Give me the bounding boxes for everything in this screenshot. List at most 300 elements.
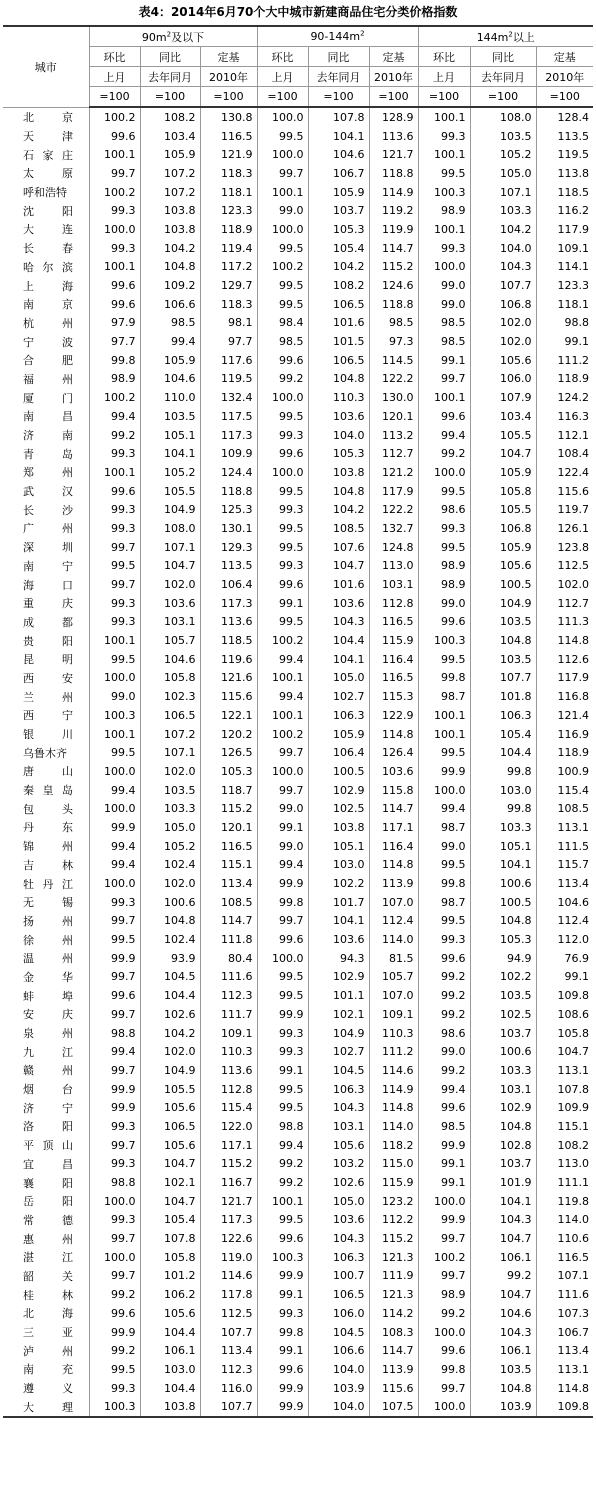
table-row xyxy=(3,837,593,856)
index-value: 114.1 xyxy=(536,258,593,277)
index-value: 99.6 xyxy=(257,444,308,463)
city-name xyxy=(3,1267,89,1286)
index-value: 102.4 xyxy=(140,856,200,875)
index-value: 103.5 xyxy=(470,613,536,632)
index-value: 106.7 xyxy=(308,164,369,183)
index-value: 111.7 xyxy=(200,1005,257,1024)
index-value: 99.7 xyxy=(89,1005,140,1024)
index-value: 114.5 xyxy=(369,351,418,370)
index-value: 118.8 xyxy=(369,164,418,183)
index-value: 99.7 xyxy=(89,1229,140,1248)
index-value: 102.7 xyxy=(308,1042,369,1061)
index-value: 99.7 xyxy=(89,1061,140,1080)
header-yoy: 同比 xyxy=(140,47,200,67)
index-value: 117.3 xyxy=(200,1211,257,1230)
index-value: 99.6 xyxy=(89,276,140,295)
table-row xyxy=(3,1173,593,1192)
city-label: 金 华 xyxy=(23,970,73,984)
index-value: 115.8 xyxy=(369,781,418,800)
index-value: 105.9 xyxy=(140,351,200,370)
table-row xyxy=(3,239,593,258)
index-value: 104.1 xyxy=(470,1192,536,1211)
index-value: 105.5 xyxy=(140,1080,200,1099)
table-row xyxy=(3,613,593,632)
index-value: 105.1 xyxy=(140,426,200,445)
city-name xyxy=(3,781,89,800)
index-value: 105.9 xyxy=(140,145,200,164)
index-value: 114.6 xyxy=(200,1267,257,1286)
index-value: 102.6 xyxy=(140,1005,200,1024)
index-value: 97.7 xyxy=(200,332,257,351)
index-value: 117.9 xyxy=(369,482,418,501)
city-label: 九 江 xyxy=(23,1045,73,1059)
index-value: 103.5 xyxy=(140,781,200,800)
index-value: 112.1 xyxy=(536,426,593,445)
index-value: 104.6 xyxy=(308,145,369,164)
index-value: 103.7 xyxy=(470,1024,536,1043)
index-value: 100.1 xyxy=(418,725,470,744)
city-name xyxy=(3,295,89,314)
index-value: 118.8 xyxy=(369,295,418,314)
city-name xyxy=(3,613,89,632)
index-value: 116.7 xyxy=(200,1173,257,1192)
index-value: 104.3 xyxy=(308,1229,369,1248)
index-value: 132.7 xyxy=(369,519,418,538)
index-value: 121.7 xyxy=(369,145,418,164)
index-value: 99.5 xyxy=(257,482,308,501)
index-value: 118.5 xyxy=(200,631,257,650)
index-value: 107.3 xyxy=(536,1304,593,1323)
index-value: 107.1 xyxy=(536,1267,593,1286)
index-value: 99.5 xyxy=(257,1080,308,1099)
index-value: 99.4 xyxy=(257,650,308,669)
index-value: 102.5 xyxy=(470,1005,536,1024)
index-value: 108.4 xyxy=(536,444,593,463)
index-value: 109.9 xyxy=(200,444,257,463)
index-value: 100.0 xyxy=(257,107,308,127)
index-value: 102.1 xyxy=(308,1005,369,1024)
index-value: 106.0 xyxy=(470,370,536,389)
index-value: 105.4 xyxy=(140,1211,200,1230)
table-row xyxy=(3,1397,593,1417)
header-mom: 环比 xyxy=(89,47,140,67)
index-value: 76.9 xyxy=(536,949,593,968)
index-value: 107.0 xyxy=(369,986,418,1005)
table-row xyxy=(3,1211,593,1230)
index-value: 99.7 xyxy=(418,1229,470,1248)
index-value: 100.0 xyxy=(418,463,470,482)
table-row xyxy=(3,557,593,576)
index-value: 117.8 xyxy=(200,1285,257,1304)
index-value: 116.8 xyxy=(536,687,593,706)
index-value: 99.4 xyxy=(89,1042,140,1061)
index-value: 99.1 xyxy=(257,1341,308,1360)
city-label: 南 昌 xyxy=(23,410,73,424)
index-value: 99.5 xyxy=(89,930,140,949)
index-value: 115.0 xyxy=(369,1155,418,1174)
index-value: 99.4 xyxy=(89,781,140,800)
index-value: 109.8 xyxy=(536,986,593,1005)
index-value: 99.9 xyxy=(418,762,470,781)
index-value: 100.5 xyxy=(470,893,536,912)
index-value: 106.4 xyxy=(200,575,257,594)
table-row xyxy=(3,314,593,333)
table-row xyxy=(3,183,593,202)
index-value: 104.7 xyxy=(470,444,536,463)
index-value: 99.3 xyxy=(89,613,140,632)
city-label: 大 理 xyxy=(23,1400,73,1414)
index-value: 99.5 xyxy=(418,482,470,501)
index-value: 117.1 xyxy=(369,818,418,837)
city-label: 银 川 xyxy=(23,728,73,742)
index-value: 118.9 xyxy=(536,743,593,762)
index-value: 99.7 xyxy=(418,1379,470,1398)
city-name xyxy=(3,874,89,893)
index-value: 104.4 xyxy=(140,986,200,1005)
index-value: 98.8 xyxy=(89,1173,140,1192)
index-value: 99.0 xyxy=(257,837,308,856)
city-name xyxy=(3,725,89,744)
index-value: 107.1 xyxy=(470,183,536,202)
index-value: 130.1 xyxy=(200,519,257,538)
index-value: 105.3 xyxy=(308,220,369,239)
index-value: 104.1 xyxy=(470,856,536,875)
index-value: 107.2 xyxy=(140,183,200,202)
table-row xyxy=(3,107,593,127)
city-name xyxy=(3,239,89,258)
city-name xyxy=(3,1061,89,1080)
city-name xyxy=(3,1005,89,1024)
index-value: 123.3 xyxy=(536,276,593,295)
city-name xyxy=(3,276,89,295)
city-name xyxy=(3,856,89,875)
index-value: 104.9 xyxy=(140,500,200,519)
city-name xyxy=(3,1379,89,1398)
city-label: 宜 昌 xyxy=(23,1157,73,1171)
city-label: 丹 东 xyxy=(23,821,73,835)
index-value: 100.0 xyxy=(257,949,308,968)
index-value: 104.8 xyxy=(470,912,536,931)
index-value: 113.1 xyxy=(536,1360,593,1379)
index-value: 99.0 xyxy=(89,687,140,706)
index-value: 123.3 xyxy=(200,201,257,220)
index-value: 98.4 xyxy=(257,314,308,333)
index-value: 101.7 xyxy=(308,893,369,912)
table-row xyxy=(3,1229,593,1248)
table-row xyxy=(3,856,593,875)
index-value: 113.6 xyxy=(369,127,418,146)
index-value: 100.2 xyxy=(89,107,140,127)
index-value: 112.5 xyxy=(536,557,593,576)
index-value: 115.9 xyxy=(369,1173,418,1192)
index-value: 99.4 xyxy=(418,799,470,818)
table-row xyxy=(3,968,593,987)
index-value: 105.4 xyxy=(308,239,369,258)
header-last-month: 上月 xyxy=(418,67,470,87)
index-value: 81.5 xyxy=(369,949,418,968)
city-label: 徐 州 xyxy=(23,933,73,947)
group-header-small: $90m^2$及以下 xyxy=(89,26,257,47)
table-row xyxy=(3,1061,593,1080)
index-value: 107.2 xyxy=(140,164,200,183)
city-label: 呼 和 浩 特 xyxy=(23,186,67,200)
index-value: 107.6 xyxy=(308,538,369,557)
index-value: 114.7 xyxy=(369,1341,418,1360)
index-value: 103.5 xyxy=(470,127,536,146)
header-base-100: =100 xyxy=(536,87,593,108)
index-value: 104.8 xyxy=(308,370,369,389)
index-value: 98.7 xyxy=(418,818,470,837)
index-value: 123.8 xyxy=(536,538,593,557)
index-value: 104.7 xyxy=(470,1285,536,1304)
index-value: 99.4 xyxy=(257,1136,308,1155)
index-value: 108.0 xyxy=(470,107,536,127)
index-value: 99.7 xyxy=(257,164,308,183)
city-label: 包 头 xyxy=(23,802,73,816)
index-value: 99.7 xyxy=(89,575,140,594)
index-value: 104.6 xyxy=(140,650,200,669)
price-index-table xyxy=(3,25,593,1418)
city-name xyxy=(3,332,89,351)
index-value: 99.6 xyxy=(257,1360,308,1379)
index-value: 128.9 xyxy=(369,107,418,127)
index-value: 99.6 xyxy=(257,351,308,370)
city-name xyxy=(3,370,89,389)
city-name xyxy=(3,201,89,220)
index-value: 99.1 xyxy=(418,1173,470,1192)
index-value: 113.6 xyxy=(200,1061,257,1080)
index-value: 98.1 xyxy=(200,314,257,333)
city-label: 洛 阳 xyxy=(23,1120,73,1134)
table-row xyxy=(3,463,593,482)
city-label: 西 宁 xyxy=(23,709,73,723)
index-value: 99.6 xyxy=(89,127,140,146)
index-value: 112.7 xyxy=(536,594,593,613)
index-value: 105.0 xyxy=(308,669,369,688)
index-value: 122.2 xyxy=(369,500,418,519)
index-value: 99.5 xyxy=(257,986,308,1005)
index-value: 104.0 xyxy=(308,1397,369,1417)
index-value: 99.0 xyxy=(418,837,470,856)
index-value: 103.4 xyxy=(470,407,536,426)
index-value: 114.2 xyxy=(369,1304,418,1323)
table-row xyxy=(3,1005,593,1024)
index-value: 111.6 xyxy=(200,968,257,987)
city-label: 惠 州 xyxy=(23,1232,73,1246)
index-value: 115.7 xyxy=(536,856,593,875)
index-value: 105.8 xyxy=(140,669,200,688)
index-value: 99.1 xyxy=(257,1285,308,1304)
city-label: 泉 州 xyxy=(23,1027,73,1041)
city-name xyxy=(3,519,89,538)
index-value: 115.6 xyxy=(536,482,593,501)
index-value: 100.0 xyxy=(89,220,140,239)
city-name xyxy=(3,1136,89,1155)
table-row xyxy=(3,799,593,818)
index-value: 99.6 xyxy=(418,949,470,968)
city-name xyxy=(3,1397,89,1417)
city-label: 太 原 xyxy=(23,167,73,181)
index-value: 113.1 xyxy=(536,818,593,837)
index-value: 112.4 xyxy=(369,912,418,931)
table-row xyxy=(3,594,593,613)
city-label: 泸 州 xyxy=(23,1344,73,1358)
index-value: 111.2 xyxy=(536,351,593,370)
index-value: 103.9 xyxy=(470,1397,536,1417)
index-value: 99.6 xyxy=(418,613,470,632)
index-value: 99.8 xyxy=(470,762,536,781)
index-value: 113.8 xyxy=(536,164,593,183)
index-value: 114.0 xyxy=(369,1117,418,1136)
index-value: 107.7 xyxy=(200,1397,257,1417)
table-row xyxy=(3,912,593,931)
city-name xyxy=(3,1211,89,1230)
index-value: 103.0 xyxy=(140,1360,200,1379)
index-value: 99.3 xyxy=(89,594,140,613)
city-label: 海 口 xyxy=(23,578,73,592)
index-value: 102.0 xyxy=(470,332,536,351)
index-value: 105.8 xyxy=(470,482,536,501)
table-row xyxy=(3,706,593,725)
index-value: 100.0 xyxy=(89,762,140,781)
index-value: 99.6 xyxy=(418,1098,470,1117)
index-value: 99.3 xyxy=(89,201,140,220)
index-value: 112.8 xyxy=(369,594,418,613)
city-name xyxy=(3,1304,89,1323)
index-value: 99.4 xyxy=(140,332,200,351)
index-value: 112.3 xyxy=(200,986,257,1005)
index-value: 107.7 xyxy=(200,1323,257,1342)
index-value: 99.1 xyxy=(257,594,308,613)
header-yoy: 同比 xyxy=(308,47,369,67)
index-value: 116.4 xyxy=(369,650,418,669)
city-label: 桂 林 xyxy=(23,1288,73,1302)
index-value: 116.5 xyxy=(369,613,418,632)
index-value: 99.8 xyxy=(257,1323,308,1342)
index-value: 106.6 xyxy=(308,1341,369,1360)
index-value: 98.6 xyxy=(418,500,470,519)
city-label: 遵 义 xyxy=(23,1382,73,1396)
index-value: 115.1 xyxy=(536,1117,593,1136)
index-value: 102.6 xyxy=(308,1173,369,1192)
index-value: 119.4 xyxy=(200,239,257,258)
city-name xyxy=(3,500,89,519)
index-value: 99.3 xyxy=(418,127,470,146)
index-value: 125.3 xyxy=(200,500,257,519)
index-value: 103.6 xyxy=(140,594,200,613)
index-value: 104.3 xyxy=(308,613,369,632)
header-last-month: 上月 xyxy=(257,67,308,87)
header-base-100: =100 xyxy=(470,87,536,108)
index-value: 99.9 xyxy=(89,949,140,968)
city-label: 兰 州 xyxy=(23,690,73,704)
table-row xyxy=(3,575,593,594)
table-row xyxy=(3,1098,593,1117)
index-value: 106.1 xyxy=(140,1341,200,1360)
city-label: 温 州 xyxy=(23,952,73,966)
index-value: 123.2 xyxy=(369,1192,418,1211)
index-value: 98.6 xyxy=(418,1024,470,1043)
city-label: 扬 州 xyxy=(23,914,73,928)
city-name xyxy=(3,1155,89,1174)
index-value: 118.1 xyxy=(536,295,593,314)
index-value: 100.2 xyxy=(257,258,308,277)
header-base-100: =100 xyxy=(257,87,308,108)
index-value: 105.9 xyxy=(470,463,536,482)
city-label: 安 庆 xyxy=(23,1008,73,1022)
table-row xyxy=(3,500,593,519)
city-name xyxy=(3,650,89,669)
city-label: 贵 阳 xyxy=(23,634,73,648)
index-value: 99.5 xyxy=(257,519,308,538)
index-value: 102.0 xyxy=(140,575,200,594)
index-value: 99.6 xyxy=(89,986,140,1005)
index-value: 104.1 xyxy=(308,912,369,931)
index-value: 97.3 xyxy=(369,332,418,351)
index-value: 104.7 xyxy=(308,557,369,576)
index-value: 104.3 xyxy=(470,1211,536,1230)
table-row xyxy=(3,164,593,183)
index-value: 99.3 xyxy=(89,893,140,912)
city-name xyxy=(3,482,89,501)
city-name xyxy=(3,1117,89,1136)
index-value: 98.5 xyxy=(257,332,308,351)
index-value: 103.8 xyxy=(140,201,200,220)
city-label: 北 京 xyxy=(23,111,73,125)
index-value: 80.4 xyxy=(200,949,257,968)
index-value: 113.4 xyxy=(536,874,593,893)
index-value: 99.1 xyxy=(257,818,308,837)
index-value: 103.4 xyxy=(140,127,200,146)
city-label: 济 宁 xyxy=(23,1101,73,1115)
index-value: 100.0 xyxy=(418,1323,470,1342)
index-value: 100.7 xyxy=(308,1267,369,1286)
city-name xyxy=(3,631,89,650)
index-value: 110.3 xyxy=(200,1042,257,1061)
city-name xyxy=(3,220,89,239)
index-value: 99.2 xyxy=(89,1285,140,1304)
index-value: 106.5 xyxy=(140,706,200,725)
city-label: 平 顶 山 xyxy=(23,1139,73,1153)
index-value: 100.1 xyxy=(257,1192,308,1211)
index-value: 98.5 xyxy=(140,314,200,333)
index-value: 99.6 xyxy=(418,407,470,426)
index-value: 100.1 xyxy=(418,220,470,239)
index-value: 99.3 xyxy=(257,557,308,576)
index-value: 99.5 xyxy=(257,407,308,426)
index-value: 99.1 xyxy=(418,1155,470,1174)
index-value: 115.9 xyxy=(369,631,418,650)
index-value: 103.6 xyxy=(308,407,369,426)
city-label: 长 沙 xyxy=(23,503,73,517)
index-value: 104.7 xyxy=(140,557,200,576)
index-value: 103.7 xyxy=(470,1155,536,1174)
index-value: 113.5 xyxy=(200,557,257,576)
index-value: 100.0 xyxy=(89,1248,140,1267)
index-value: 126.4 xyxy=(369,743,418,762)
city-label: 北 海 xyxy=(23,1307,73,1321)
city-label: 青 岛 xyxy=(23,447,73,461)
table-row xyxy=(3,1248,593,1267)
index-value: 99.1 xyxy=(418,351,470,370)
index-value: 115.2 xyxy=(200,1155,257,1174)
index-value: 99.7 xyxy=(257,743,308,762)
index-value: 120.1 xyxy=(369,407,418,426)
city-label: 岳 阳 xyxy=(23,1195,73,1209)
index-value: 99.4 xyxy=(418,426,470,445)
index-value: 120.2 xyxy=(200,725,257,744)
index-value: 120.1 xyxy=(200,818,257,837)
